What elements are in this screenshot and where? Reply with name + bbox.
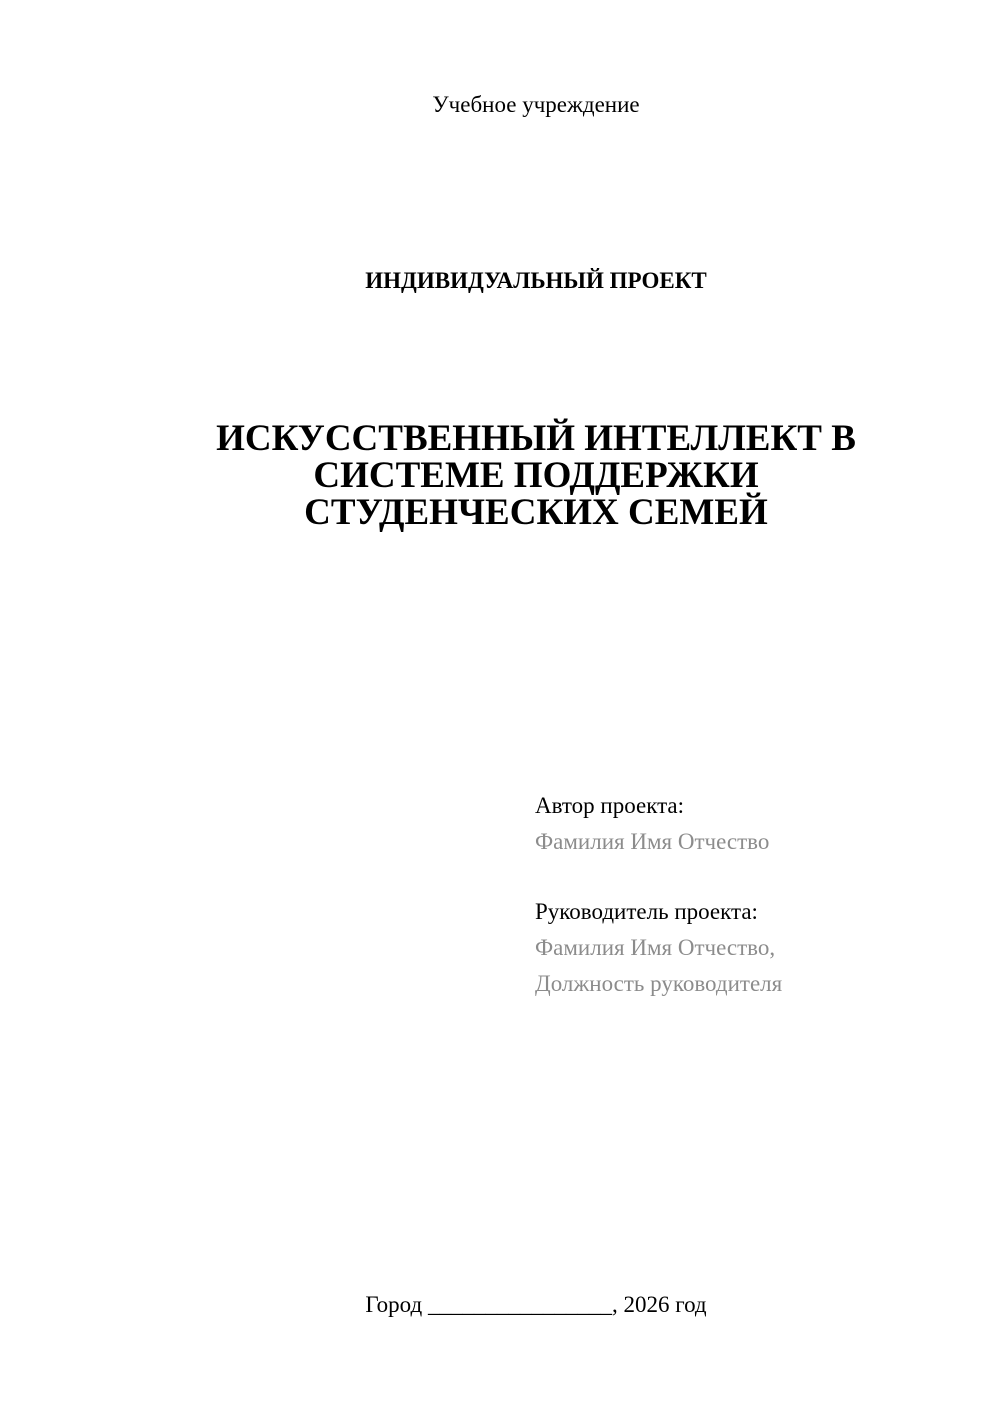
author-name: Фамилия Имя Отчество <box>535 829 770 854</box>
document-type: ИНДИВИДУАЛЬНЫЙ ПРОЕКТ <box>365 268 707 293</box>
supervisor-label: Руководитель проекта: <box>535 899 758 924</box>
project-title-line-2: СИСТЕМЕ ПОДДЕРЖКИ <box>313 455 759 496</box>
supervisor-name: Фамилия Имя Отчество, <box>535 935 776 960</box>
project-title-line-1: ИСКУССТВЕННЫЙ ИНТЕЛЛЕКТ В <box>216 418 856 459</box>
author-label: Автор проекта: <box>535 793 684 818</box>
city-year-line: Город ________________, 2026 год <box>365 1292 707 1317</box>
supervisor-position: Должность руководителя <box>535 971 783 996</box>
project-title <box>0 420 1000 531</box>
project-title-line-3: СТУДЕНЧЕСКИХ СЕМЕЙ <box>304 492 768 533</box>
credits-spacer <box>535 860 975 894</box>
credits-block <box>535 788 975 1002</box>
institution-name: Учебное учреждение <box>432 92 640 117</box>
